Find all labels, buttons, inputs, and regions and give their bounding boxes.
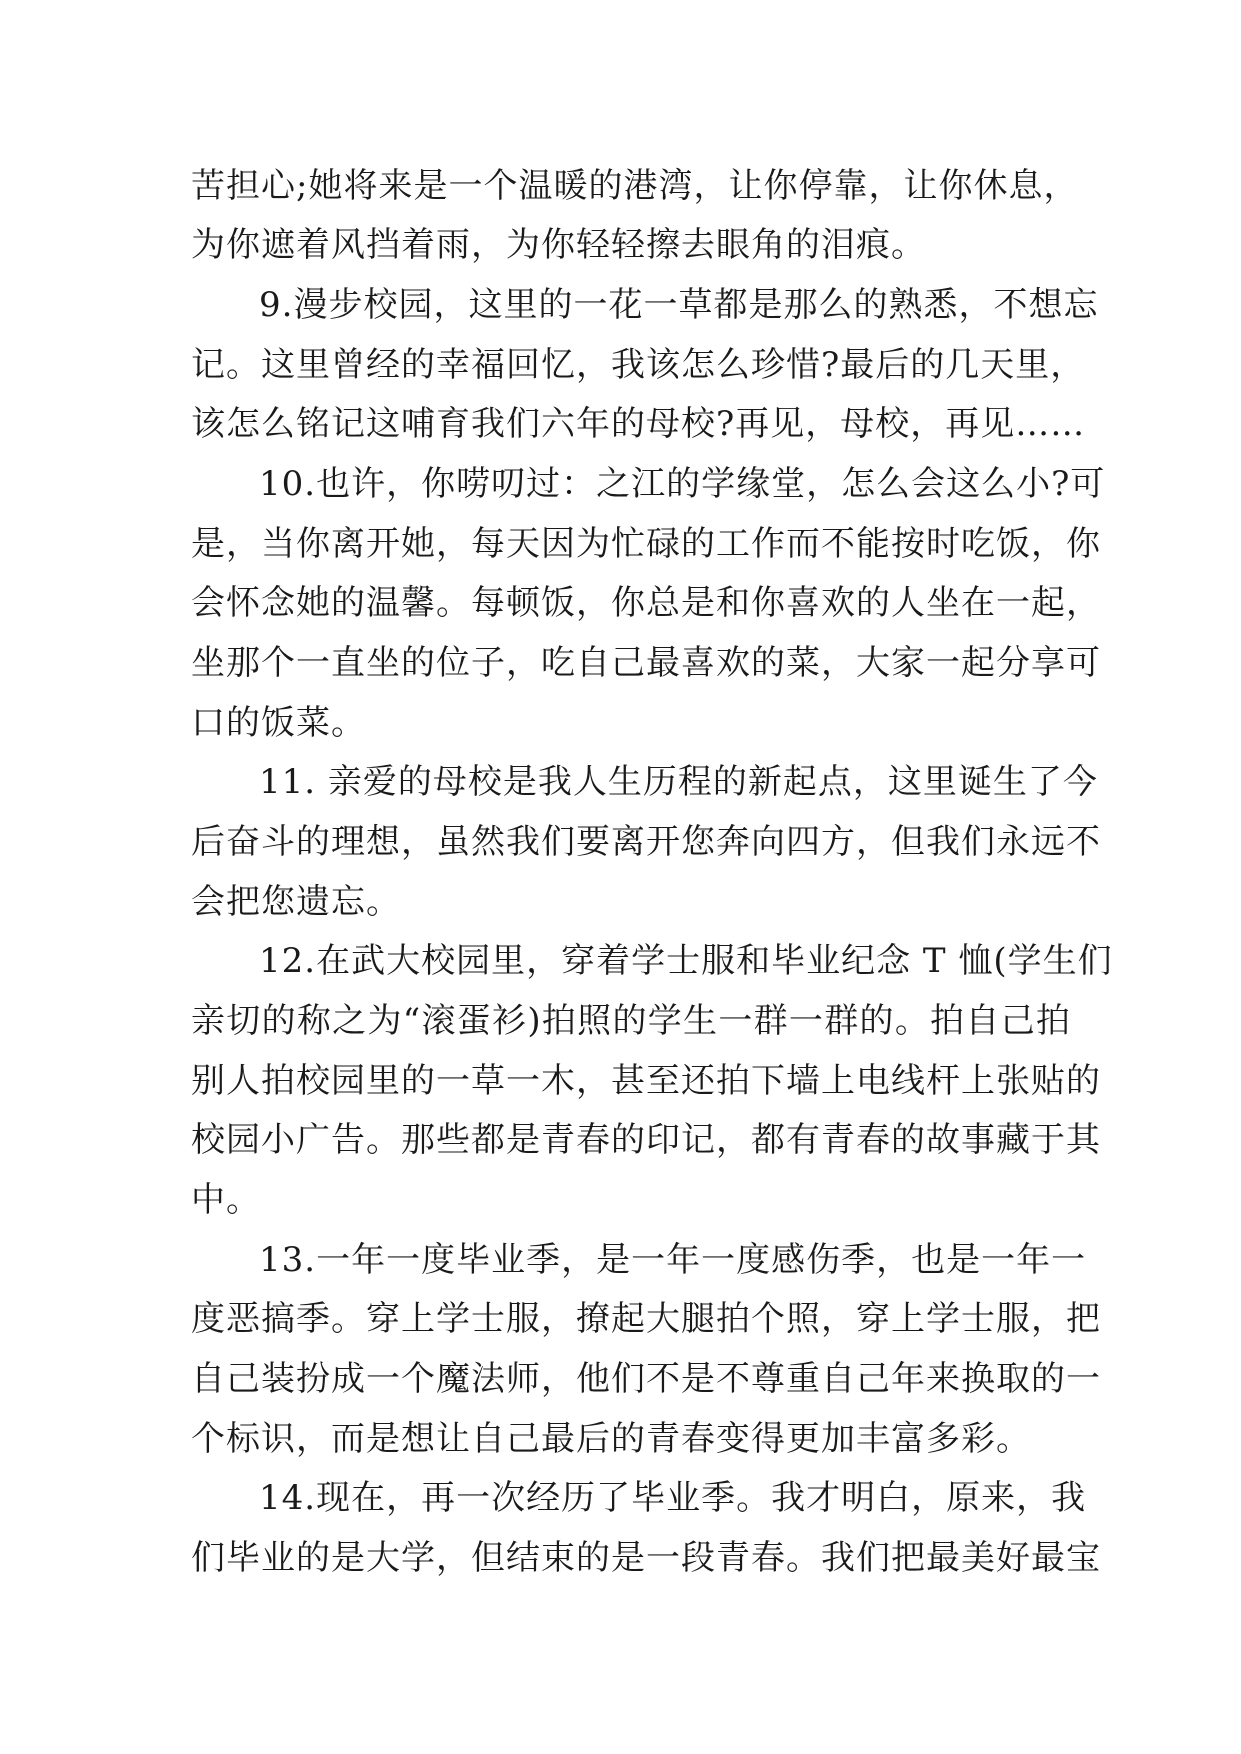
paragraph-10-line-2: 是，当你离开她，每天因为忙碌的工作而不能按时吃饭，你	[191, 524, 1101, 564]
paragraph-11-line-3: 会把您遗忘。	[191, 882, 401, 922]
paragraph-12-line-1: 12.在武大校园里，穿着学士服和毕业纪念 T 恤(学生们	[259, 941, 1113, 981]
paragraph-9-line-2: 记。这里曾经的幸福回忆，我该怎么珍惜?最后的几天里，	[191, 345, 1086, 385]
text-line-1: 苦担心;她将来是一个温暖的港湾，让你停靠，让你休息，	[191, 166, 1079, 206]
paragraph-9-line-1: 9.漫步校园，这里的一花一草都是那么的熟悉，不想忘	[259, 285, 1099, 325]
paragraph-12-line-2: 亲切的称之为“滚蛋衫)拍照的学生一群一群的。拍自己拍	[191, 1001, 1071, 1041]
paragraph-13-line-1: 13.一年一度毕业季，是一年一度感伤季，也是一年一	[259, 1240, 1087, 1280]
paragraph-11-line-2: 后奋斗的理想，虽然我们要离开您奔向四方，但我们永远不	[191, 822, 1101, 862]
paragraph-12-line-3: 别人拍校园里的一草一木，甚至还拍下墙上电线杆上张贴的	[191, 1061, 1101, 1101]
paragraph-14-line-2: 们毕业的是大学，但结束的是一段青春。我们把最美好最宝	[191, 1538, 1101, 1578]
paragraph-10-line-4: 坐那个一直坐的位子，吃自己最喜欢的菜，大家一起分享可	[191, 643, 1101, 683]
paragraph-10-line-3: 会怀念她的温馨。每顿饭，你总是和你喜欢的人坐在一起，	[191, 583, 1101, 623]
paragraph-9-line-3: 该怎么铭记这哺育我们六年的母校?再见，母校，再见……	[191, 404, 1086, 444]
paragraph-10-line-5: 口的饭菜。	[191, 703, 366, 743]
text-line-2: 为你遮着风挡着雨，为你轻轻擦去眼角的泪痕。	[191, 225, 926, 265]
paragraph-11-line-1: 11. 亲爱的母校是我人生历程的新起点，这里诞生了今	[259, 762, 1098, 802]
paragraph-13-line-2: 度恶搞季。穿上学士服，撩起大腿拍个照，穿上学士服，把	[191, 1299, 1101, 1339]
paragraph-13-line-4: 个标识，而是想让自己最后的青春变得更加丰富多彩。	[191, 1419, 1031, 1459]
paragraph-13-line-3: 自己装扮成一个魔法师，他们不是不尊重自己年来换取的一	[191, 1359, 1101, 1399]
paragraph-10-line-1: 10.也许，你唠叨过：之江的学缘堂，怎么会这么小?可	[259, 464, 1106, 504]
paragraph-12-line-5: 中。	[191, 1180, 261, 1220]
paragraph-12-line-4: 校园小广告。那些都是青春的印记，都有青春的故事藏于其	[191, 1120, 1101, 1160]
paragraph-14-line-1: 14.现在，再一次经历了毕业季。我才明白，原来，我	[259, 1478, 1087, 1518]
